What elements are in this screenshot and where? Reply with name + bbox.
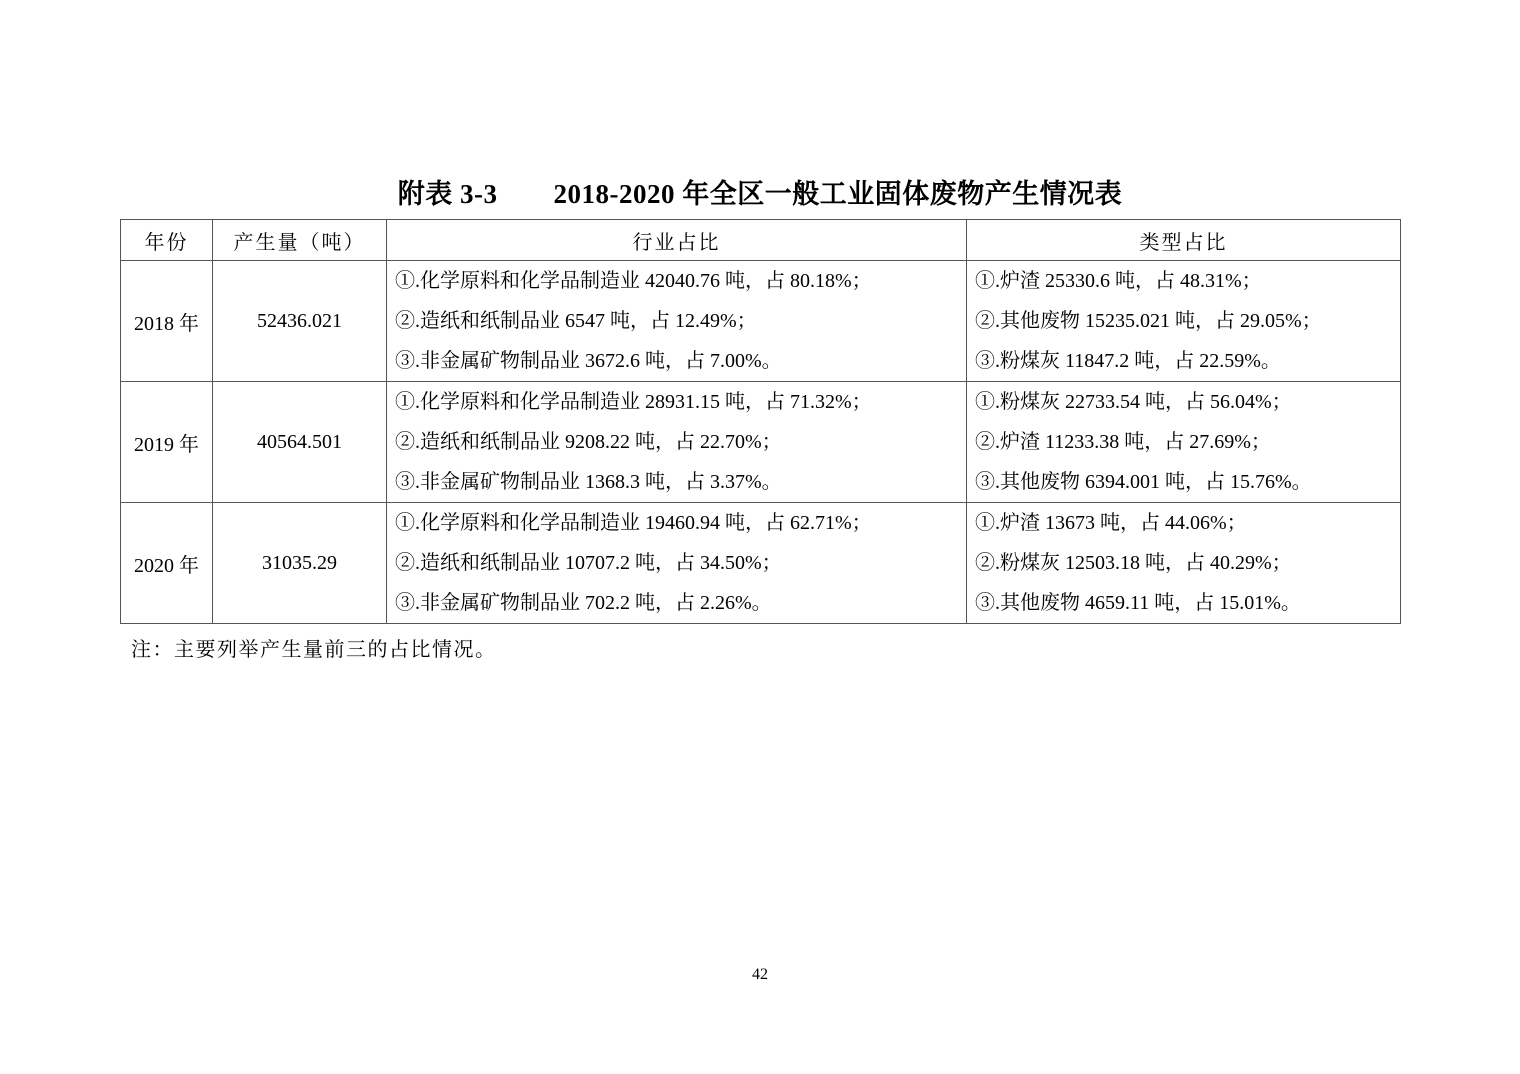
industry-share-cell	[387, 503, 967, 624]
header-amount: 产生量（吨）	[213, 220, 387, 261]
year-cell: 2019 年	[121, 382, 213, 503]
type-share-cell	[967, 261, 1401, 382]
type-share-item: ③.其他废物 4659.11 吨，占 15.01%。	[975, 592, 1301, 614]
industry-share-item: ③.非金属矿物制品业 702.2 吨，占 2.26%。	[395, 592, 772, 614]
industry-share-item: ③.非金属矿物制品业 1368.3 吨，占 3.37%。	[395, 471, 782, 493]
table-row	[121, 382, 1401, 503]
industry-share-item: ①.化学原料和化学品制造业 19460.94 吨，占 62.71%；	[395, 512, 872, 534]
table-title-text: 2018-2020 年全区一般工业固体废物产生情况表	[553, 179, 1123, 209]
type-share-item: ②.炉渣 11233.38 吨，占 27.69%；	[975, 431, 1271, 453]
amount-cell: 31035.29	[213, 503, 387, 624]
industry-share-item: ③.非金属矿物制品业 3672.6 吨，占 7.00%。	[395, 350, 782, 372]
type-share-item: ①.粉煤灰 22733.54 吨，占 56.04%；	[975, 391, 1292, 413]
year-cell: 2020 年	[121, 503, 213, 624]
type-share-item: ③.其他废物 6394.001 吨，占 15.76%。	[975, 471, 1312, 493]
industry-share-item: ①.化学原料和化学品制造业 42040.76 吨，占 80.18%；	[395, 270, 872, 292]
header-year: 年份	[121, 220, 213, 261]
type-share-item: ③.粉煤灰 11847.2 吨，占 22.59%。	[975, 350, 1281, 372]
amount-cell: 52436.021	[213, 261, 387, 382]
type-share-item: ①.炉渣 13673 吨，占 44.06%；	[975, 512, 1247, 534]
type-share-cell	[967, 503, 1401, 624]
industry-share-cell	[387, 261, 967, 382]
page-number: 42	[752, 966, 768, 983]
industry-share-cell	[387, 382, 967, 503]
waste-table	[120, 219, 1401, 624]
header-industry-share: 行业占比	[387, 220, 967, 261]
industry-share-item: ②.造纸和纸制品业 9208.22 吨，占 22.70%；	[395, 431, 782, 453]
table-row	[121, 261, 1401, 382]
table-title	[0, 172, 1520, 211]
type-share-cell	[967, 382, 1401, 503]
header-type-share: 类型占比	[967, 220, 1401, 261]
table-row	[121, 503, 1401, 624]
year-cell: 2018 年	[121, 261, 213, 382]
table-note: 注：主要列举产生量前三的占比情况。	[131, 639, 497, 661]
industry-share-item: ①.化学原料和化学品制造业 28931.15 吨，占 71.32%；	[395, 391, 872, 413]
table-title-prefix: 附表 3-3	[397, 179, 498, 209]
type-share-item: ②.粉煤灰 12503.18 吨，占 40.29%；	[975, 552, 1292, 574]
amount-cell: 40564.501	[213, 382, 387, 503]
type-share-item: ①.炉渣 25330.6 吨，占 48.31%；	[975, 270, 1262, 292]
type-share-item: ②.其他废物 15235.021 吨，占 29.05%；	[975, 310, 1322, 332]
industry-share-item: ②.造纸和纸制品业 6547 吨，占 12.49%；	[395, 310, 757, 332]
industry-share-item: ②.造纸和纸制品业 10707.2 吨，占 34.50%；	[395, 552, 782, 574]
table-header-row	[121, 220, 1401, 261]
